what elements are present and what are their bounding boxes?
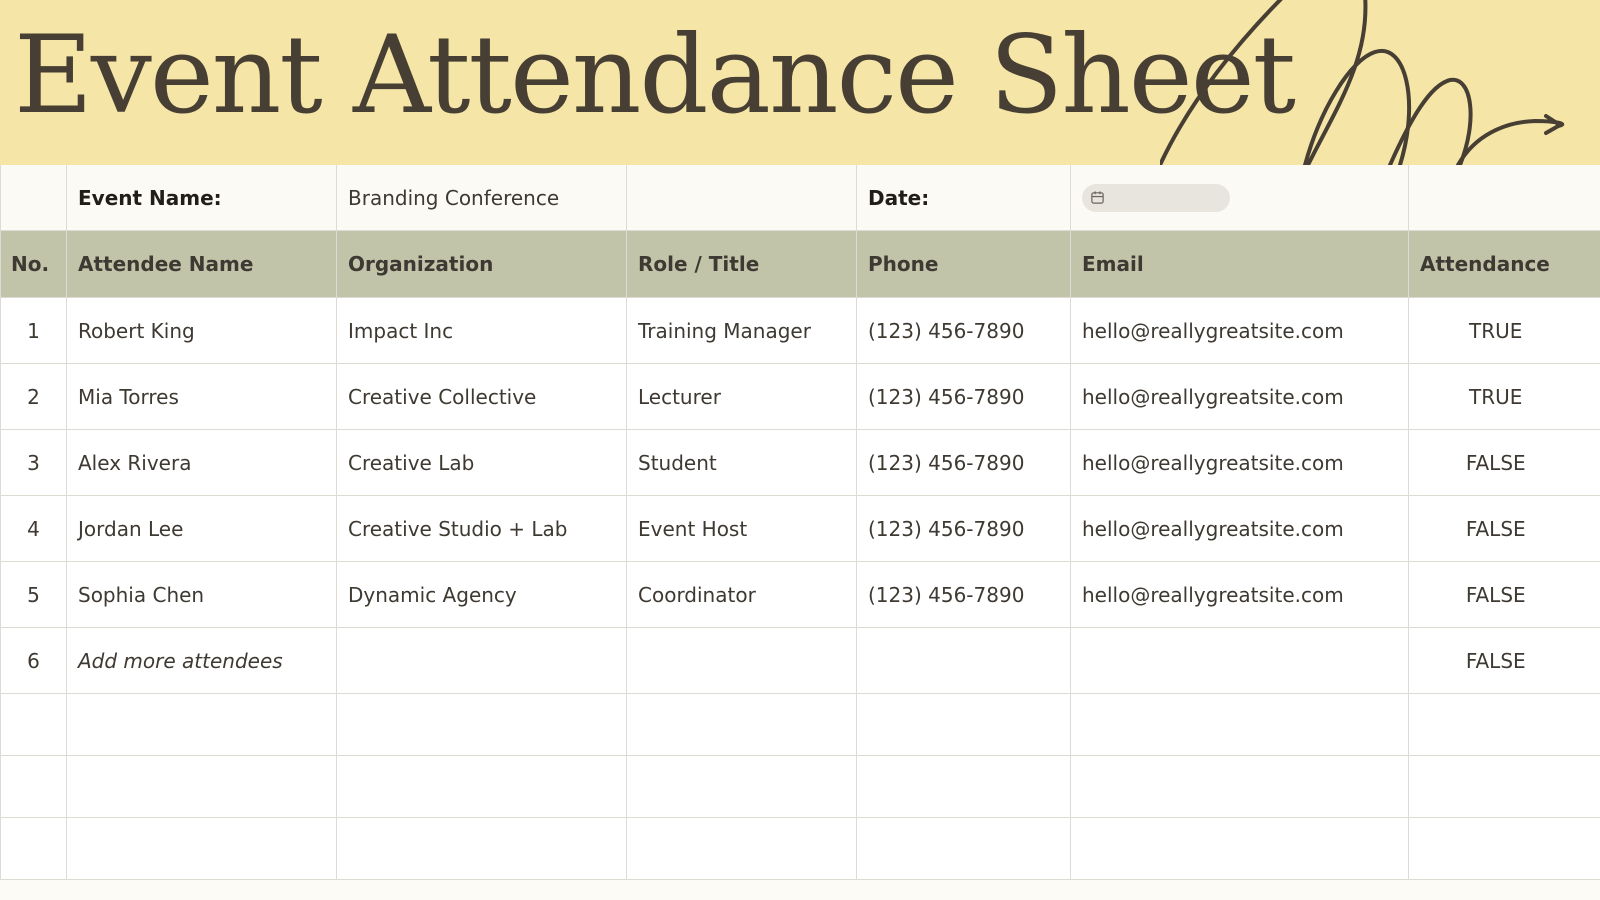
empty-row	[1, 694, 1600, 756]
column-header-attendance: Attendance	[1409, 231, 1600, 298]
column-header-no: No.	[1, 231, 67, 298]
column-header-attendee-name: Attendee Name	[67, 231, 337, 298]
table-row	[1, 562, 1600, 628]
header-banner	[0, 0, 1600, 165]
event-name-label: Event Name:	[67, 165, 337, 231]
column-header-role: Role / Title	[627, 231, 857, 298]
organization-cell[interactable]: Dynamic Agency	[337, 562, 627, 628]
row-number: 5	[1, 562, 67, 628]
row-number: 3	[1, 430, 67, 496]
email-cell[interactable]: hello@reallygreatsite.com	[1071, 430, 1409, 496]
attendee-name-cell[interactable]: Robert King	[67, 298, 337, 364]
email-cell[interactable]: hello@reallygreatsite.com	[1071, 562, 1409, 628]
role-cell[interactable]: Event Host	[627, 496, 857, 562]
phone-cell[interactable]: (123) 456-7890	[857, 562, 1071, 628]
role-cell[interactable]: Lecturer	[627, 364, 857, 430]
empty-row	[1, 818, 1600, 880]
empty-cell[interactable]	[1409, 694, 1600, 756]
empty-cell[interactable]	[1071, 818, 1409, 880]
attendee-name-cell[interactable]: Add more attendees	[67, 628, 337, 694]
date-picker[interactable]	[1082, 184, 1230, 212]
empty-cell[interactable]	[337, 756, 627, 818]
attendance-cell[interactable]: FALSE	[1409, 496, 1600, 562]
organization-cell[interactable]: Creative Studio + Lab	[337, 496, 627, 562]
empty-cell[interactable]	[1, 756, 67, 818]
calendar-icon	[1090, 190, 1105, 205]
empty-cell[interactable]	[67, 818, 337, 880]
organization-cell[interactable]: Impact Inc	[337, 298, 627, 364]
email-cell[interactable]: hello@reallygreatsite.com	[1071, 298, 1409, 364]
role-cell[interactable]: Coordinator	[627, 562, 857, 628]
table-row	[1, 364, 1600, 430]
organization-cell[interactable]: Creative Collective	[337, 364, 627, 430]
empty-cell[interactable]	[1, 694, 67, 756]
phone-cell[interactable]	[857, 628, 1071, 694]
attendee-name-cell[interactable]: Alex Rivera	[67, 430, 337, 496]
empty-cell[interactable]	[857, 756, 1071, 818]
row-number: 4	[1, 496, 67, 562]
meta-empty-cell	[627, 165, 857, 231]
table-row	[1, 496, 1600, 562]
empty-cell[interactable]	[627, 818, 857, 880]
empty-cell[interactable]	[337, 694, 627, 756]
phone-cell[interactable]: (123) 456-7890	[857, 496, 1071, 562]
empty-cell[interactable]	[857, 818, 1071, 880]
attendance-table	[0, 165, 1600, 880]
row-number: 2	[1, 364, 67, 430]
role-cell[interactable]: Training Manager	[627, 298, 857, 364]
empty-cell[interactable]	[1071, 694, 1409, 756]
event-info-row	[1, 165, 1600, 231]
empty-cell[interactable]	[67, 756, 337, 818]
table-row	[1, 628, 1600, 694]
attendance-cell[interactable]: FALSE	[1409, 628, 1600, 694]
table-row	[1, 430, 1600, 496]
page-title: Event Attendance Sheet	[14, 13, 1295, 138]
email-cell[interactable]	[1071, 628, 1409, 694]
empty-cell[interactable]	[1409, 818, 1600, 880]
role-cell[interactable]: Student	[627, 430, 857, 496]
empty-cell[interactable]	[627, 756, 857, 818]
empty-cell[interactable]	[337, 818, 627, 880]
attendance-cell[interactable]: FALSE	[1409, 430, 1600, 496]
meta-spacer-cell	[1, 165, 67, 231]
attendee-name-cell[interactable]: Sophia Chen	[67, 562, 337, 628]
empty-cell[interactable]	[1071, 756, 1409, 818]
attendee-name-cell[interactable]: Mia Torres	[67, 364, 337, 430]
meta-empty-cell	[1409, 165, 1600, 231]
date-label: Date:	[857, 165, 1071, 231]
phone-cell[interactable]: (123) 456-7890	[857, 298, 1071, 364]
email-cell[interactable]: hello@reallygreatsite.com	[1071, 496, 1409, 562]
column-header-email: Email	[1071, 231, 1409, 298]
empty-cell[interactable]	[857, 694, 1071, 756]
organization-cell[interactable]: Creative Lab	[337, 430, 627, 496]
empty-cell[interactable]	[1, 818, 67, 880]
column-header-row	[1, 231, 1600, 298]
empty-cell[interactable]	[627, 694, 857, 756]
date-cell[interactable]	[1071, 165, 1409, 231]
email-cell[interactable]: hello@reallygreatsite.com	[1071, 364, 1409, 430]
row-number: 6	[1, 628, 67, 694]
table-row	[1, 298, 1600, 364]
row-number: 1	[1, 298, 67, 364]
column-header-phone: Phone	[857, 231, 1071, 298]
empty-cell[interactable]	[1409, 756, 1600, 818]
phone-cell[interactable]: (123) 456-7890	[857, 364, 1071, 430]
empty-cell[interactable]	[67, 694, 337, 756]
phone-cell[interactable]: (123) 456-7890	[857, 430, 1071, 496]
attendance-cell[interactable]: TRUE	[1409, 298, 1600, 364]
organization-cell[interactable]	[337, 628, 627, 694]
event-name-value[interactable]: Branding Conference	[337, 165, 627, 231]
attendee-name-cell[interactable]: Jordan Lee	[67, 496, 337, 562]
attendance-cell[interactable]: FALSE	[1409, 562, 1600, 628]
column-header-organization: Organization	[337, 231, 627, 298]
attendance-cell[interactable]: TRUE	[1409, 364, 1600, 430]
role-cell[interactable]	[627, 628, 857, 694]
empty-row	[1, 756, 1600, 818]
scribble-arrow-decoration	[1160, 0, 1600, 165]
